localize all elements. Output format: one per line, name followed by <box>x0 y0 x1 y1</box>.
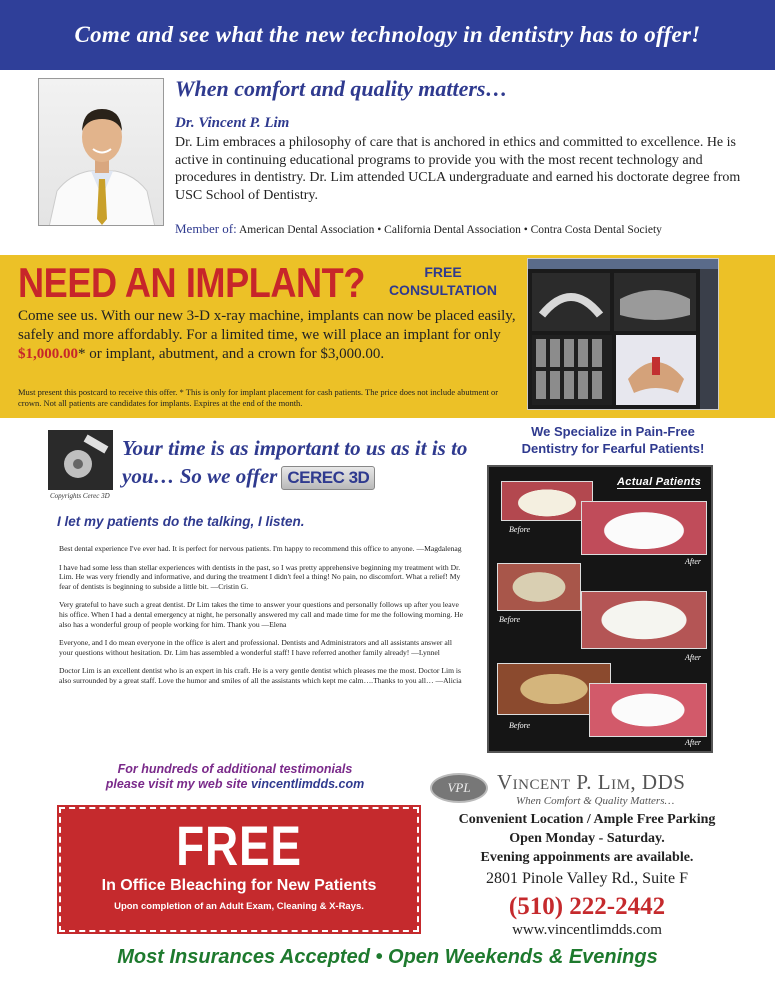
free-consult-line2: CONSULTATION <box>388 282 498 298</box>
testimonial-item: Everyone, and I do mean everyone in the office is alert and professional. Dentists and Administrators and all assistants answer all your questions without hesitation. Dr. Lim has assembled a wonderful staff! I have referred another family already! —Lynnel <box>59 638 452 657</box>
practice-tagline: When Comfort & Quality Matters… <box>516 795 675 807</box>
cerec-headline <box>122 434 482 490</box>
implant-price: $1,000.00 <box>18 346 78 362</box>
free-consultation <box>388 263 498 299</box>
implant-body <box>18 307 518 364</box>
free-bleaching-coupon <box>59 807 419 932</box>
after-caption-2: After <box>685 653 701 662</box>
cerec-machine-image <box>48 430 113 490</box>
after-caption-1: After <box>685 557 701 566</box>
practice-info <box>428 810 746 867</box>
before-caption-1: Before <box>509 525 531 534</box>
testimonials-heading: I let my patients do the talking, I listen. <box>57 514 305 529</box>
practice-name: Vincent P. Lim, DDS <box>497 770 686 794</box>
testimonial-item: Best dental experience I've ever had. It is perfect for nervous patients. I'm happy to recommend this office to anyone. —Magdalenag <box>59 544 462 553</box>
free-bleaching-condition: Upon completion of an Adult Exam, Cleaning & X-Rays. <box>114 901 364 912</box>
before-caption-3: Before <box>509 721 531 730</box>
practice-phone[interactable]: (510) 222-2442 <box>508 893 666 920</box>
practice-logo: VPL <box>430 773 488 803</box>
free-bleaching-offer: In Office Bleaching for New Patients <box>101 877 377 894</box>
more-testimonials-line2: please visit my web site <box>105 777 251 791</box>
testimonial-item: Very grateful to have such a great dentist. Dr Lim takes the time to answer your questions and personally follows up after you leave his office. When I had a dental emergency at night, he personally answered my call and made time for me the following morning. He also has a wonderful group of people working for him. Thank you —Elena <box>59 600 464 629</box>
implant-body-text-end: * or implant, abutment, and a crown for $3,000.00. <box>78 346 385 362</box>
website-link[interactable]: vincentlimdds.com <box>250 777 365 791</box>
testimonials-list <box>59 544 464 695</box>
pain-free-heading <box>483 423 743 457</box>
actual-patients-label: Actual Patients <box>617 476 701 488</box>
doctor-name: Dr. Vincent P. Lim <box>175 115 290 131</box>
pain-free-line2: Dentistry for Fearful Patients! <box>521 441 705 456</box>
after-photo-1 <box>581 501 707 555</box>
doctor-memberships <box>175 221 765 237</box>
free-consult-line1: FREE <box>424 264 462 280</box>
banner-text: Come and see what the new technology in dentistry has to offer! <box>74 22 701 47</box>
implant-section <box>0 255 775 418</box>
before-caption-2: Before <box>499 615 521 624</box>
member-list: American Dental Association • California Dental Association • Contra Costa Dental Society <box>238 224 662 236</box>
doctor-bio: Dr. Lim embraces a philosophy of care that is anchored in ethics and committed to excellence. He is active in continuing educational programs to provide you with the most recent technology and procedures in dentistry. Dr. Lim attended UCLA undergraduate and earned his doctorate degree from USC School of Dentistry. <box>175 135 741 203</box>
implant-headline: NEED AN IMPLANT? <box>18 259 365 306</box>
before-photo-2 <box>497 563 581 611</box>
implant-body-text: Come see us. With our new 3-D x-ray machine, implants can now be placed easily, safely and more affordably. For a limited time, we will place an implant for only <box>18 308 516 343</box>
cerec-logo: CEREC 3D <box>281 466 375 490</box>
top-banner <box>0 0 775 70</box>
doctor-headline: When comfort and quality matters… <box>175 76 508 101</box>
pain-free-line1: We Specialize in Pain-Free <box>531 424 695 439</box>
practice-website[interactable]: www.vincentlimdds.com <box>512 922 662 938</box>
member-label: Member of: <box>175 221 237 236</box>
footer-tagline: Most Insurances Accepted • Open Weekends & Evenings <box>117 946 658 968</box>
before-photo-1 <box>501 481 593 521</box>
practice-address: 2801 Pinole Valley Rd., Suite F <box>486 870 688 887</box>
practice-info-hours: Open Monday - Saturday. <box>509 831 665 846</box>
cerec-copyright: Copyrights Cerec 3D <box>50 492 110 500</box>
free-word: FREE <box>176 814 302 877</box>
after-photo-2 <box>581 591 707 649</box>
testimonial-item: Doctor Lim is an excellent dentist who is an expert in his craft. He is a very gentle dentist which pleases me the most. Doctor Lim is also surrounded by a great staff. Love the humor and smiles of all the assistants which kept me calm….Thanks to you all… —Alicia <box>59 666 462 685</box>
cerec-headline-text: Your time is as important to us as it is to you… So we offer <box>122 436 468 488</box>
actual-patients-panel <box>487 465 713 753</box>
doctor-photo <box>38 78 164 226</box>
after-caption-3: After <box>685 738 701 747</box>
more-testimonials <box>60 762 410 792</box>
after-photo-3 <box>589 683 707 737</box>
more-testimonials-line1: For hundreds of additional testimonials <box>117 762 353 776</box>
testimonial-item: I have had some less than stellar experiences with dentists in the past, so I was pretty apprehensive beginning my treatment with Dr. Lim. He was very friendly and informative, and during the treatment I didn't feel a thing! No pain, no discomfort. What a relief! My fear of dentists is beginning to subside a little bit. —Cristin G. <box>59 562 461 591</box>
practice-info-evening: Evening appoinments are available. <box>480 850 694 865</box>
implant-fine-print: Must present this postcard to receive this offer. * This is only for implant placement for cash patients. The price does not include abutment or crown. Not all patients are candidates for implants. Expires at the end of the month. <box>18 387 499 408</box>
xray-software-image <box>527 258 719 410</box>
practice-info-location: Convenient Location / Ample Free Parking <box>458 812 716 827</box>
